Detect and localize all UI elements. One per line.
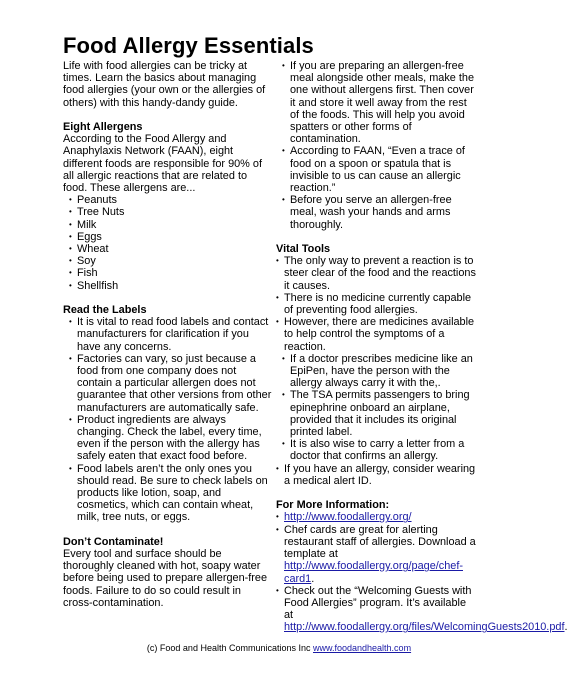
welcoming-guests-text: Check out the “Welcoming Guests with Food Allergies” program. It’s available at: [284, 584, 472, 622]
welcoming-guests-end: .: [564, 621, 568, 634]
more-info-heading: For More Information:: [276, 499, 390, 512]
chef-card-link[interactable]: http://www.foodallergy.org/page/chef-card1: [284, 560, 463, 585]
eight-allergens-heading: Eight Allergens: [63, 121, 143, 133]
list-item: • Fish: [63, 267, 273, 279]
eight-allergens-text: According to the Food Allergy and Anaphylaxis Network (FAAN), eight different foods are responsible for 90% of all allergic reactions that are related to food. These allergens are...: [63, 133, 262, 195]
more-info-list: [276, 511, 568, 634]
list-item: • There is no medicine currently capable of preventing food allergies.: [276, 292, 476, 316]
read-labels-heading: Read the Labels: [63, 304, 147, 317]
left-column: [63, 60, 273, 609]
footer: [0, 643, 533, 654]
list-item: • Food labels aren’t the only ones you should read. Be sure to check labels on products like lotion, soap, and cosmetics, which can contain wheat, milk, tree nuts, or eggs.: [63, 463, 273, 524]
contaminate-list: [276, 60, 476, 231]
list-item-text: However, there are medicines available to help control the symptoms of a reaction.: [284, 316, 475, 353]
list-item: [276, 584, 568, 634]
vital-tools-sublist: [276, 353, 476, 463]
dont-contaminate-heading: Don’t Contaminate!: [63, 535, 164, 548]
page-title: Food Allergy Essentials: [63, 33, 314, 58]
list-item: • If a doctor prescribes medicine like an EpiPen, have the person with the allergy always carry it with the,.: [276, 353, 476, 390]
list-item: • Before you serve an allergen-free meal, wash your hands and arms thoroughly.: [276, 194, 476, 231]
list-item: • Wheat: [63, 243, 273, 255]
allergen-list: [63, 194, 273, 292]
list-item: • If you have an allergy, consider wearing a medical alert ID.: [276, 463, 476, 487]
intro-paragraph: Life with food allergies can be tricky at times. Learn the basics about managing food allergies (your own or the allergies of others) with this handy-dandy guide.: [63, 60, 266, 109]
list-item: • Tree Nuts: [63, 206, 273, 218]
list-item: • Factories can vary, so just because a food from one company does not contain a particular allergen does not guarantee that other versions from other manufacturers are automatically safe.: [63, 353, 273, 414]
list-item: • Product ingredients are always changing. Check the label, every time, even if the person with the allergy has safely eaten that exact food before.: [63, 414, 273, 463]
right-column: [276, 60, 568, 634]
list-item: [276, 316, 476, 353]
read-labels-list: [63, 316, 273, 523]
vital-tools-list-end: [276, 463, 476, 487]
vital-tools-list: [276, 255, 476, 353]
chef-card-text: Chef cards are great for alerting restaurant staff of allergies. Download a template at: [284, 523, 476, 561]
list-item: • According to FAAN, “Even a trace of food on a spoon or spatula that is invisible to us can cause an allergic reaction.”: [276, 145, 476, 194]
list-item: • The only way to prevent a reaction is to steer clear of the food and the reactions it causes.: [276, 255, 476, 292]
list-item: [276, 524, 476, 585]
list-item: • If you are preparing an allergen-free meal alongside other meals, make the one without allergens first. Then cover it and store it well away from the rest of the foods. This will help you avoid spatters or other forms of contamination.: [276, 60, 476, 145]
list-item: • Soy: [63, 255, 273, 267]
foodallergy-link[interactable]: http://www.foodallergy.org/: [284, 511, 412, 524]
list-item: [276, 511, 476, 523]
chef-card-end: .: [311, 572, 315, 585]
list-item: • Milk: [63, 219, 273, 231]
vital-tools-heading: Vital Tools: [276, 243, 331, 256]
list-item: • It is vital to read food labels and contact manufacturers for clarification if you have any concerns.: [63, 316, 273, 353]
welcoming-guests-link[interactable]: http://www.foodallergy.org/files/WelcomingGuests2010.pdf: [284, 621, 565, 634]
footer-copyright: (c) Food and Health Communications Inc: [146, 643, 313, 653]
list-item: • Shellfish: [63, 280, 273, 292]
dont-contaminate-text: Every tool and surface should be thoroughly cleaned with hot, soapy water before being used to prepare allergen-free foods. Failure to do so could result in cross-contamination.: [63, 548, 268, 609]
footer-link[interactable]: www.foodandhealth.com: [313, 643, 412, 653]
list-item: • Peanuts: [63, 194, 273, 206]
list-item: • Eggs: [63, 231, 273, 243]
list-item: • It is also wise to carry a letter from a doctor that confirms an allergy.: [276, 438, 476, 462]
list-item: • The TSA permits passengers to bring epinephrine onboard an airplane, provided that it includes its original printed label.: [276, 389, 476, 438]
